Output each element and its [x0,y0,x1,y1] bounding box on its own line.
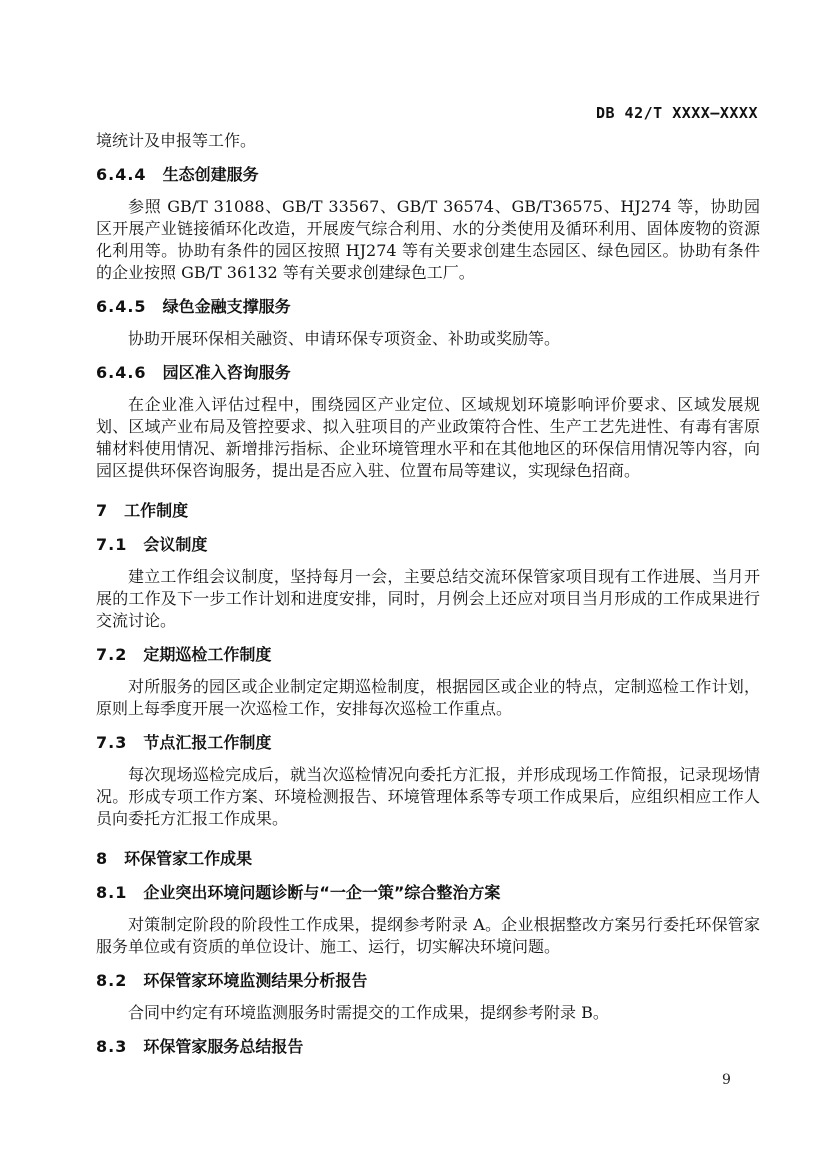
section-heading-6-4-4 [96,164,760,186]
section-heading-8-2 [96,970,760,992]
paragraph: 合同中约定有环境监测服务时需提交的工作成果，提纲参考附录 B。 [128,1003,609,1022]
page-number: 9 [722,1072,731,1088]
section-heading-7-3 [96,732,760,754]
section-title: 生态创建服务 [162,165,259,184]
section-number: 7.1 [96,535,128,554]
section-number: 8 [96,849,109,868]
section-number: 8.1 [96,883,128,902]
section-number: 6.4.4 [96,165,147,184]
section-number: 6.4.5 [96,297,147,316]
section-title: 环保管家服务总结报告 [143,1037,304,1056]
paragraph: 每次现场巡检完成后，就当次巡检情况向委托方汇报，并形成现场工作简报，记录现场情况。形成专项工作方案、环境检测报告、环境管理体系等专项工作成果后，应组织相应工作人员向委托方汇报工作成果。 [96,765,760,828]
paragraph: 对所服务的园区或企业制定定期巡检制度，根据园区或企业的特点，定制巡检工作计划，原则上每季度开展一次巡检工作，安排每次巡检工作重点。 [96,677,760,718]
paragraph: 参照 GB/T 31088、GB/T 33567、GB/T 36574、GB/T36575、HJ274 等，协助园区开展产业链接循环化改造，开展废气综合利用、水的分类使用及循环利用、固体废物的资源化利用等。协助有条件的园区按照 HJ274 等有关要求创建生态园区、绿色园区。协助有条件的企业按照 GB/T 36132 等有关要求创建绿色工厂。 [96,197,760,282]
document-header-code: DB 42/T XXXX—XXXX [595,104,758,122]
section-number: 7.3 [96,733,128,752]
section-heading-6-4-6 [96,362,760,384]
section-title: 环保管家工作成果 [124,849,253,868]
document-content [96,130,760,1068]
section-number: 8.3 [96,1037,128,1056]
section-title: 定期巡检工作制度 [143,645,272,664]
section-number: 7.2 [96,645,128,664]
section-title: 企业突出环境问题诊断与“一企一策”综合整治方案 [143,883,501,902]
section-title: 环保管家环境监测结果分析报告 [143,971,368,990]
section-title: 工作制度 [124,501,189,520]
section-heading-7-2 [96,644,760,666]
section-heading-7-1 [96,534,760,556]
section-title: 会议制度 [143,535,208,554]
section-heading-7 [96,500,760,522]
section-number: 6.4.6 [96,363,147,382]
section-title: 绿色金融支撑服务 [162,297,291,316]
section-title: 节点汇报工作制度 [143,733,272,752]
section-heading-8 [96,848,760,870]
paragraph: 对策制定阶段的阶段性工作成果，提纲参考附录 A。企业根据整改方案另行委托环保管家服务单位或有资质的单位设计、施工、运行，切实解决环境问题。 [96,915,760,956]
paragraph: 在企业准入评估过程中，围绕园区产业定位、区域规划环境影响评价要求、区域发展规划、区域产业布局及管控要求、拟入驻项目的产业政策符合性、生产工艺先进性、有毒有害原辅材料使用情况、新增排污指标、企业环境管理水平和在其他地区的环保信用情况等内容，向园区提供环保咨询服务，提出是否应入驻、位置布局等建议，实现绿色招商。 [96,395,760,480]
section-heading-8-3 [96,1036,760,1058]
section-number: 8.2 [96,971,128,990]
section-number: 7 [96,501,109,520]
section-heading-6-4-5 [96,296,760,318]
paragraph: 协助开展环保相关融资、申请环保专项资金、补助或奖励等。 [128,329,561,348]
paragraph-continuation: 境统计及申报等工作。 [96,131,257,150]
section-heading-8-1 [96,882,760,904]
section-title: 园区准入咨询服务 [162,363,291,382]
paragraph: 建立工作组会议制度，坚持每月一会，主要总结交流环保管家项目现有工作进展、当月开展的工作及下一步工作计划和进度安排，同时，月例会上还应对项目当月形成的工作成果进行交流讨论。 [96,567,760,630]
